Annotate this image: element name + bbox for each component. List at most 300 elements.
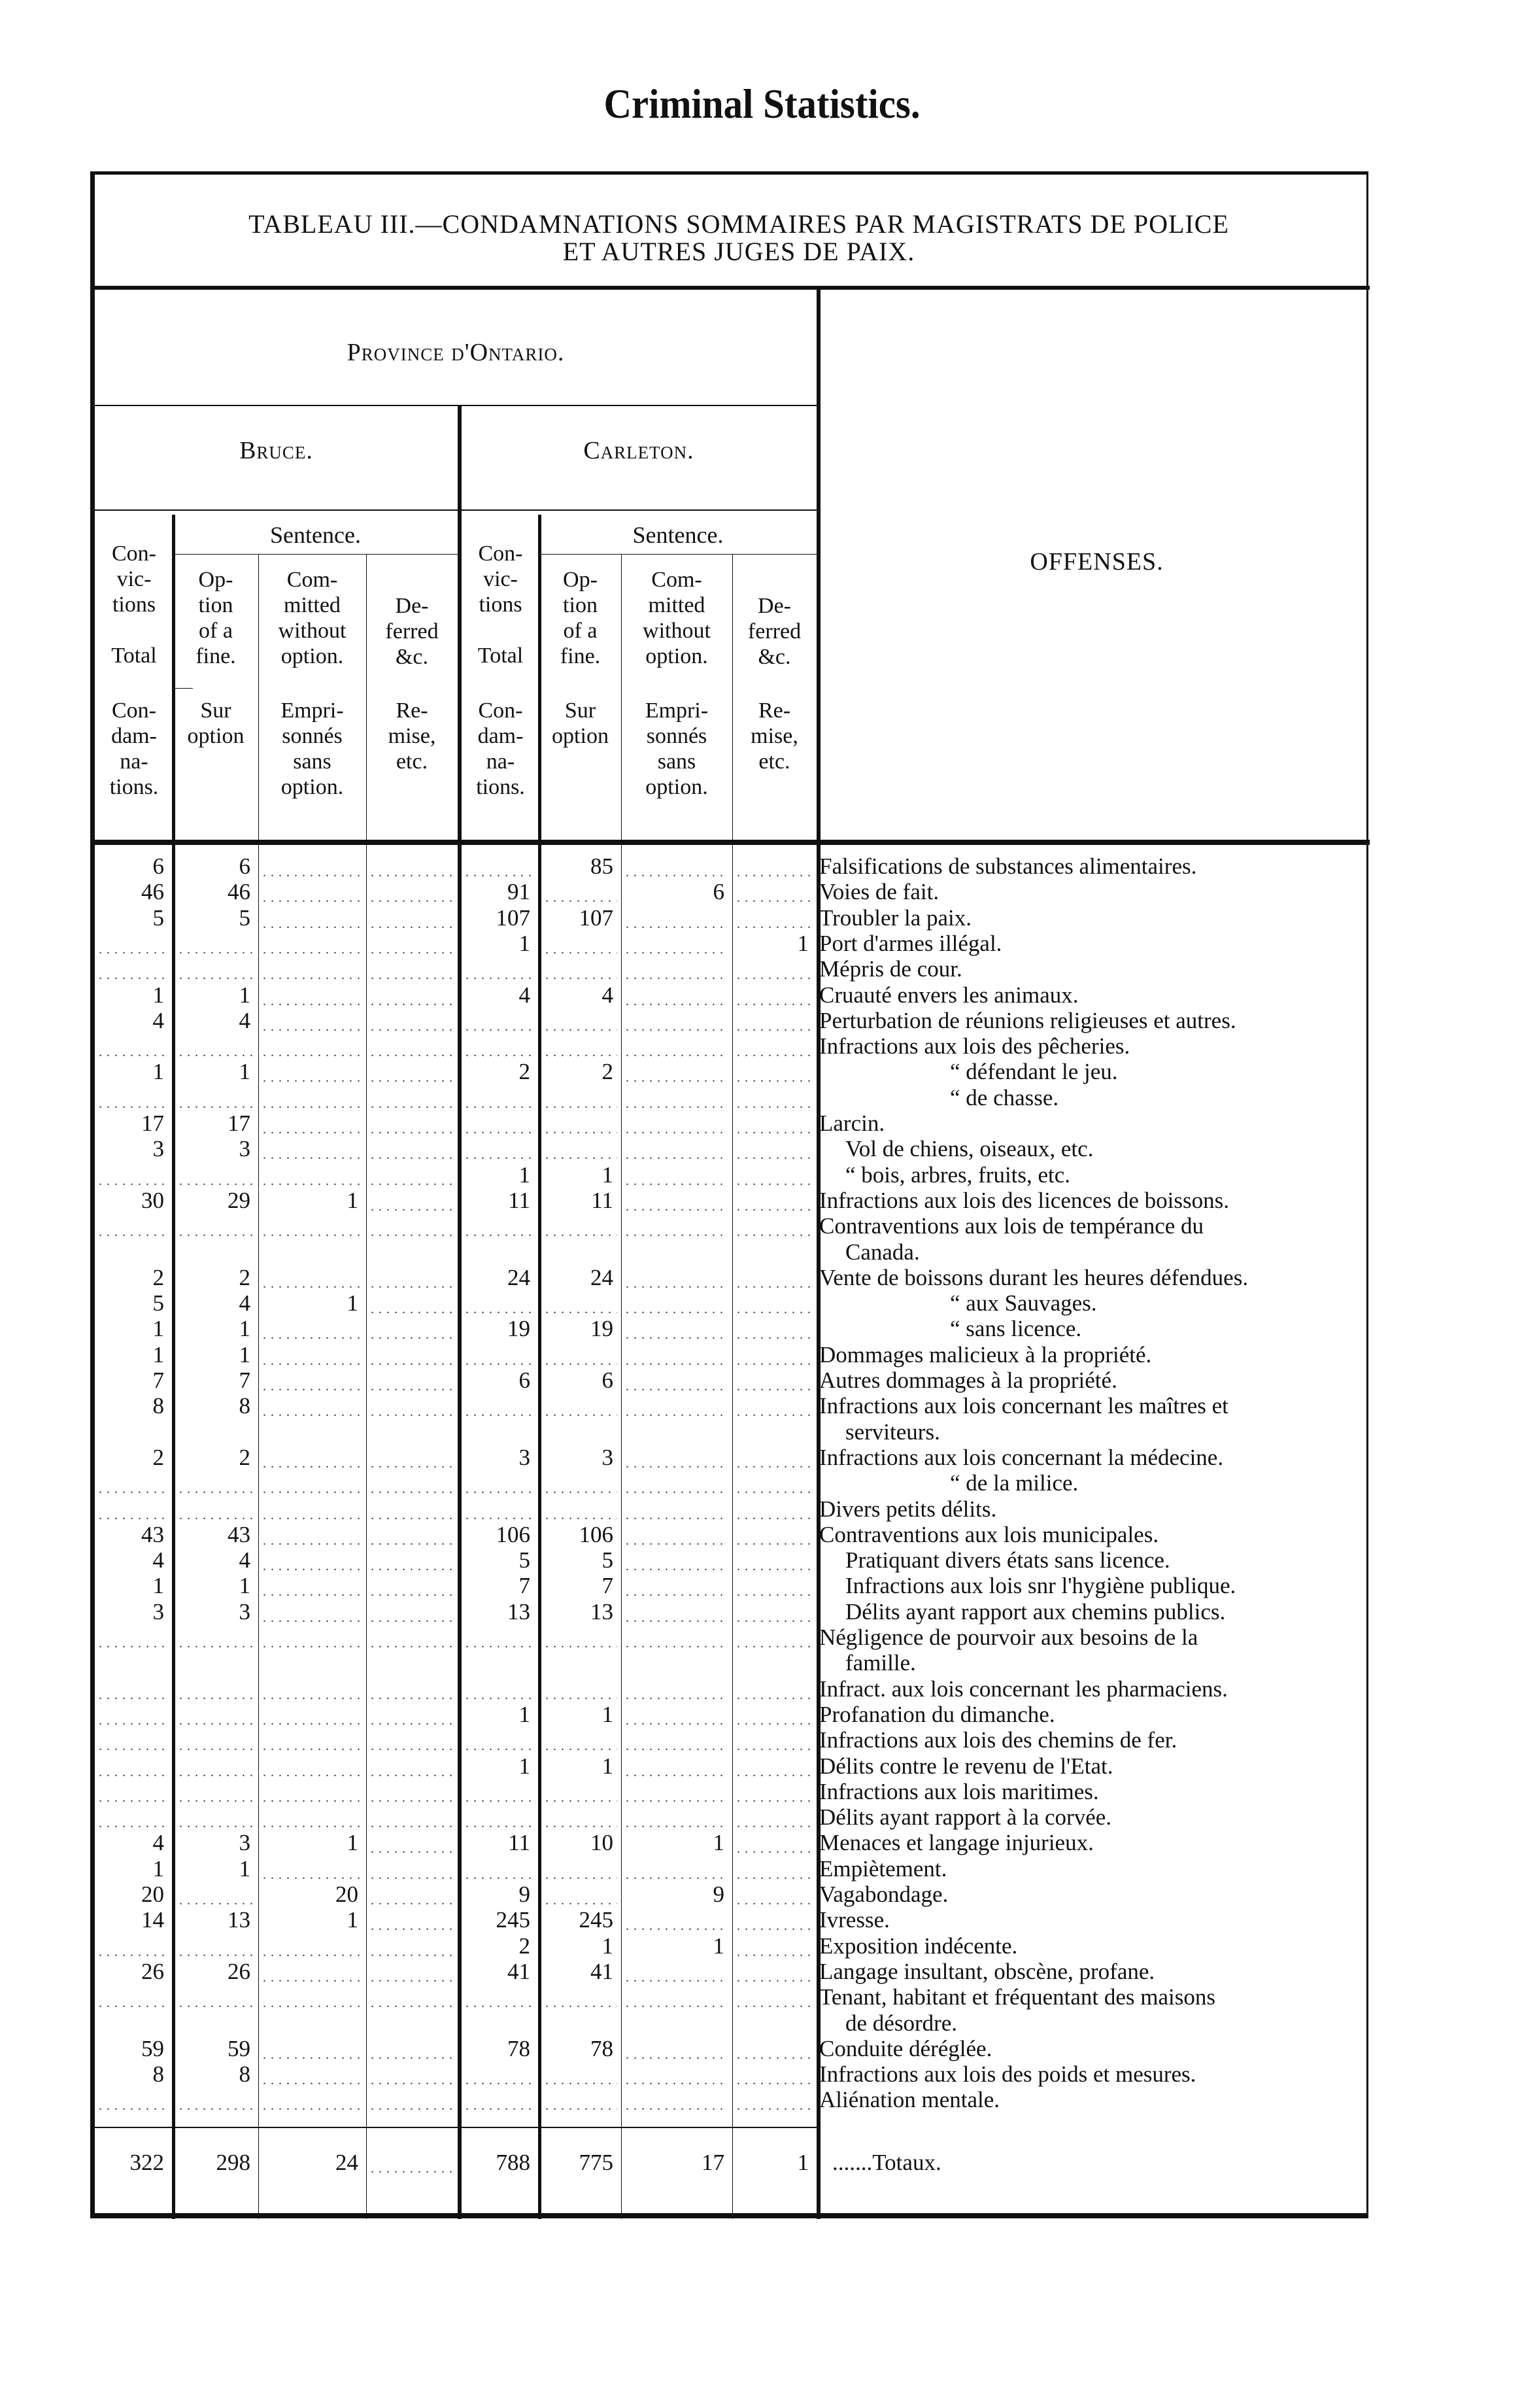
bruce-option-cell: 3: [239, 1136, 250, 1162]
bruce-convictions-cell: 5: [152, 904, 164, 931]
carleton-convictions-cell: [462, 2061, 538, 2088]
carleton-deferred-cell: [733, 2087, 817, 2113]
carleton-deferred-cell: [733, 1522, 817, 1548]
carleton-option-cell: 19: [590, 1316, 613, 1342]
bruce-option-cell: [175, 1162, 258, 1188]
carleton-convictions-cell: [462, 1470, 538, 1496]
carleton-committed-cell: [622, 1573, 732, 1599]
carleton-committed-cell: [622, 2061, 732, 2088]
offense-label: Ivresse.: [819, 1907, 890, 1933]
bruce-deferred-cell: [367, 1984, 458, 2010]
carleton-convictions-cell: [462, 1856, 538, 1882]
table-row: [95, 2087, 1373, 2113]
carleton-committed-cell: [622, 1522, 732, 1548]
carleton-option-cell: [541, 1882, 621, 1908]
offense-label: Négligence de pourvoir aux besoins de la: [819, 1625, 1198, 1650]
bruce-committed-cell: [259, 1702, 366, 1728]
bruce-option-cell: [175, 1753, 258, 1780]
bruce-option-header-fr: Sur option: [187, 698, 245, 748]
carleton-option-cell: [541, 1393, 621, 1419]
carleton-option-cell: 1: [601, 1753, 613, 1779]
carleton-option-cell: 106: [579, 1521, 613, 1547]
offense-label: Infractions aux lois concernant la médecine.: [819, 1444, 1224, 1470]
page-title: Criminal Statistics.: [603, 80, 921, 127]
bruce-committed-cell: [259, 1136, 366, 1162]
table-row: [95, 1547, 1373, 1574]
carleton-option-cell: [541, 1290, 621, 1316]
bruce-option-cell: 59: [228, 2035, 250, 2061]
carleton-deferred-cell: [733, 1676, 817, 1702]
carleton-deferred-cell: [733, 1959, 817, 1985]
carleton-option-cell: [541, 1856, 621, 1882]
bruce-committed-cell: [259, 1316, 366, 1342]
table-row: [95, 931, 1373, 957]
bruce-option-cell: 5: [239, 904, 250, 931]
carleton-deferred-cell: [733, 1033, 817, 1059]
carleton-committed-cell: [622, 956, 732, 982]
offense-label: Larcin.: [819, 1110, 885, 1136]
offense-label: Voies de fait.: [819, 879, 940, 905]
carleton-option-cell: [541, 1342, 621, 1368]
carleton-committed-cell: [622, 853, 732, 880]
offense-label: Infractions aux lois des licences de boissons.: [819, 1187, 1229, 1213]
county-rule: [95, 509, 817, 511]
carleton-deferred-cell: [733, 1316, 817, 1342]
offense-label: Dommages malicieux à la propriété.: [819, 1341, 1152, 1367]
bruce-convictions-cell: [95, 1162, 172, 1188]
carleton-deferred-cell: [733, 1470, 817, 1496]
table-row: [95, 1727, 1373, 1753]
carleton-convictions-cell: 107: [496, 904, 530, 931]
carleton-convictions-cell: 41: [507, 1958, 530, 1984]
carleton-convictions-cell: [462, 1110, 538, 1137]
carleton-committed-cell: [622, 2036, 732, 2062]
bruce-committed-cell: [259, 1085, 366, 1111]
table-row: [95, 1239, 1373, 1265]
bruce-deferred-cell: [367, 1702, 458, 1728]
carleton-committed-cell: [622, 1804, 732, 1831]
bruce-option-cell: 3: [239, 1598, 250, 1625]
carleton-option-cell: [541, 1008, 621, 1034]
bruce-deferred-cell: [367, 1727, 458, 1753]
bruce-convictions-cell: 17: [141, 1110, 164, 1136]
table-row: [95, 956, 1373, 982]
dash: [173, 688, 193, 689]
carleton-deferred-cell: [733, 1727, 817, 1753]
table-row: [95, 1213, 1373, 1239]
carleton-option-header-fr: Sur option: [552, 698, 609, 748]
bruce-convictions-cell: 43: [141, 1521, 164, 1547]
bruce-deferred-cell: [367, 1856, 458, 1882]
carleton-convictions-cell: 19: [507, 1316, 530, 1342]
bruce-committed-cell: [259, 931, 366, 957]
bruce-committed-cell: [259, 1265, 366, 1291]
carleton-convictions-cell: [462, 1033, 538, 1059]
carleton-option-cell: [541, 1033, 621, 1059]
table-row: [95, 1342, 1373, 1368]
table-row: [95, 2010, 1373, 2037]
bruce-option-cell: 8: [239, 2061, 250, 2088]
bruce-deferred-cell: [367, 1188, 458, 1214]
bruce-convictions-cell: [95, 1085, 172, 1111]
totals-carleton-deferred: 1: [797, 2150, 809, 2175]
offense-label: Vol de chiens, oiseaux, etc.: [845, 1136, 1094, 1162]
carleton-committed-cell: [622, 1008, 732, 1034]
carleton-committed-cell: [622, 905, 732, 931]
bruce-committed-cell: [259, 1033, 366, 1059]
bruce-committed-cell: [259, 879, 366, 905]
offense-label: Délits ayant rapport à la corvée.: [819, 1804, 1112, 1831]
carleton-option-cell: 6: [601, 1367, 613, 1393]
carleton-convictions-cell: 6: [518, 1367, 530, 1393]
carleton-committed-cell: [622, 1316, 732, 1342]
carleton-option-cell: [541, 1085, 621, 1111]
table-row: [95, 1702, 1373, 1728]
bruce-committed-cell: 1: [347, 1830, 358, 1856]
offense-label: Divers petits délits.: [819, 1496, 997, 1522]
totals-row: [95, 2150, 1373, 2176]
carleton-committed-cell: [622, 1110, 732, 1137]
carleton-convictions-cell: [462, 1342, 538, 1368]
carleton-committed-cell: [622, 1753, 732, 1780]
carleton-convictions-cell: [462, 956, 538, 982]
carleton-deferred-cell: [733, 1445, 817, 1471]
carleton-option-cell: [541, 1213, 621, 1239]
bruce-deferred-cell: [367, 982, 458, 1008]
carleton-committed-cell: [622, 1547, 732, 1574]
carleton-convictions-cell: [462, 1213, 538, 1239]
bruce-deferred-cell: [367, 1213, 458, 1239]
carleton-committed-cell: [622, 1984, 732, 2010]
bruce-convictions-cell: [95, 1702, 172, 1728]
carleton-convictions-cell: 5: [518, 1547, 530, 1574]
carleton-deferred-cell: [733, 1599, 817, 1625]
carleton-option-cell: 1: [601, 1161, 613, 1188]
table-row: [95, 1188, 1373, 1214]
bruce-deferred-cell: [367, 956, 458, 982]
table-heading: [108, 211, 1370, 266]
bruce-committed-cell: [259, 1110, 366, 1137]
bruce-committed-cell: [259, 2036, 366, 2062]
bruce-committed-cell: [259, 1008, 366, 1034]
bruce-committed-cell: 1: [347, 1187, 358, 1213]
totals-carleton-convictions: 788: [496, 2150, 530, 2175]
carleton-option-cell: [541, 1779, 621, 1805]
carleton-convictions-cell: [462, 1779, 538, 1805]
carleton-deferred-cell: [733, 982, 817, 1008]
bruce-deferred-cell: [367, 1804, 458, 1831]
bruce-option-cell: [175, 1727, 258, 1753]
carleton-option-cell: 13: [590, 1598, 613, 1625]
carleton-deferred-cell: [733, 1085, 817, 1111]
bruce-convictions-cell: 4: [152, 1547, 164, 1574]
bruce-convictions-cell: [95, 956, 172, 982]
table-row: [95, 1599, 1373, 1625]
totals-carleton-option: 775: [579, 2150, 613, 2175]
bruce-committed-cell: [259, 1727, 366, 1753]
bruce-option-cell: [175, 1984, 258, 2010]
bruce-option-cell: 6: [239, 853, 250, 879]
bruce-convictions-cell: [95, 1625, 172, 1651]
bruce-convictions-cell: [95, 931, 172, 957]
carleton-deferred-cell: [733, 1984, 817, 2010]
bruce-option-cell: [175, 1085, 258, 1111]
table-row: [95, 1162, 1373, 1188]
carleton-committed-cell: [622, 1136, 732, 1162]
carleton-deferred-cell: [733, 1496, 817, 1522]
carleton-committed-cell: 1: [713, 1933, 724, 1959]
carleton-committed-cell: [622, 1470, 732, 1496]
bruce-committed-cell: [259, 1599, 366, 1625]
bruce-option-cell: 4: [239, 1007, 250, 1033]
offense-label: Pratiquant divers états sans licence.: [845, 1547, 1170, 1574]
table-row: [95, 1933, 1373, 1959]
bruce-option-cell: 8: [239, 1393, 250, 1419]
carleton-option-cell: [541, 879, 621, 905]
totals-bruce-committed: 24: [335, 2150, 358, 2175]
bruce-option-cell: [175, 931, 258, 957]
bruce-convictions-cell: 26: [141, 1958, 164, 1984]
bruce-committed-cell: [259, 1522, 366, 1548]
offense-label: Autres dommages à la propriété.: [819, 1367, 1117, 1393]
carleton-option-cell: [541, 956, 621, 982]
bruce-committed-cell: [259, 1753, 366, 1780]
bruce-committed-cell: [259, 1959, 366, 1985]
offense-label: Port d'armes illégal.: [819, 930, 1002, 956]
carleton-committed-cell: [622, 1856, 732, 1882]
table-row: [95, 1522, 1373, 1548]
bruce-committed-cell: 1: [347, 1907, 358, 1933]
bruce-convictions-cell: 14: [141, 1907, 164, 1933]
carleton-deferred-cell: [733, 1830, 817, 1856]
bruce-deferred-cell: [367, 1882, 458, 1908]
offense-label: “ de chasse.: [950, 1084, 1059, 1110]
carleton-convictions-cell: [462, 1008, 538, 1034]
bruce-convictions-cell: [95, 1213, 172, 1239]
bruce-convictions-header: Con- vic- tions Total: [111, 542, 157, 668]
carleton-deferred-cell: [733, 1702, 817, 1728]
bruce-deferred-header: De- ferred &c.: [385, 594, 439, 669]
bruce-option-cell: 17: [228, 1110, 250, 1136]
carleton-deferred-cell: 1: [797, 930, 809, 956]
carleton-deferred-cell: [733, 1059, 817, 1085]
bruce-committed-header-fr: Empri- sonnés sans option.: [280, 698, 344, 799]
totals-bruce-convictions: 322: [129, 2150, 164, 2175]
bruce-deferred-cell: [367, 1393, 458, 1419]
bruce-convictions-cell: 59: [141, 2035, 164, 2061]
bruce-committed-cell: [259, 1779, 366, 1805]
carleton-option-cell: 4: [601, 982, 613, 1008]
bruce-convictions-cell: [95, 1496, 172, 1522]
carleton-convictions-cell: 91: [507, 879, 530, 905]
carleton-convictions-cell: [462, 1984, 538, 2010]
offense-label: Aliénation mentale.: [819, 2087, 1000, 2113]
bruce-committed-cell: [259, 956, 366, 982]
bruce-option-cell: [175, 956, 258, 982]
bruce-convictions-cell: 3: [152, 1136, 164, 1162]
bruce-committed-cell: [259, 853, 366, 880]
bruce-option-cell: [175, 1933, 258, 1959]
carleton-deferred-cell: [733, 1393, 817, 1419]
offense-label: Infractions aux lois des chemins de fer.: [819, 1727, 1177, 1753]
bruce-option-header: Op- tion of a fine.: [195, 568, 236, 668]
carleton-option-cell: 10: [590, 1830, 613, 1856]
carleton-committed-cell: [622, 1059, 732, 1085]
bruce-convictions-cell: 2: [152, 1444, 164, 1470]
offense-label: “ sans licence.: [950, 1316, 1082, 1342]
table-row: [95, 1085, 1373, 1111]
carleton-option-cell: [541, 1470, 621, 1496]
header-bottom-rule: [95, 840, 1370, 845]
table-row: [95, 1033, 1373, 1059]
carleton-convictions-cell: 1: [518, 1701, 530, 1727]
bruce-committed-header: Com- mitted without option.: [278, 568, 347, 668]
table-row: [95, 1136, 1373, 1162]
bruce-deferred-cell: [367, 1290, 458, 1316]
bruce-deferred-cell: [367, 1522, 458, 1548]
offense-label: Canada.: [845, 1239, 920, 1265]
carleton-convictions-cell: 13: [507, 1598, 530, 1625]
bruce-sentence-label: Sentence.: [270, 522, 361, 548]
heading-rule: [95, 286, 1370, 290]
statistics-table: [90, 171, 1368, 2218]
carleton-option-cell: [541, 1984, 621, 2010]
offense-label: Délits ayant rapport aux chemins publics.: [845, 1598, 1226, 1625]
bruce-deferred-cell: [367, 1779, 458, 1805]
offense-label: “ défendant le jeu.: [950, 1059, 1118, 1085]
bruce-deferred-cell: [367, 1162, 458, 1188]
bruce-deferred-header-fr: Re- mise, etc.: [388, 698, 436, 774]
table-row: [95, 982, 1373, 1008]
bruce-committed-cell: 20: [335, 1882, 358, 1907]
bruce-committed-cell: [259, 1933, 366, 1959]
bruce-deferred-cell: [367, 1470, 458, 1496]
carleton-committed-cell: [622, 1779, 732, 1805]
carleton-option-cell: 107: [579, 904, 613, 931]
carleton-committed-cell: [622, 1959, 732, 1985]
carleton-deferred-cell: [733, 956, 817, 982]
carleton-option-cell: 2: [601, 1059, 613, 1085]
carleton-convictions-cell: 106: [496, 1521, 530, 1547]
bruce-deferred-cell: [367, 2061, 458, 2088]
bruce-option-cell: 1: [239, 1341, 250, 1367]
carleton-option-cell: 3: [601, 1444, 613, 1470]
bruce-deferred-cell: [367, 1907, 458, 1933]
bruce-option-cell: [175, 2087, 258, 2113]
table-row: [95, 1008, 1373, 1034]
bruce-convictions-cell: [95, 2087, 172, 2113]
carleton-deferred-cell: [733, 905, 817, 931]
carleton-committed-cell: [622, 1676, 732, 1702]
bruce-convictions-cell: 7: [152, 1367, 164, 1393]
table-row: [95, 1393, 1373, 1419]
bruce-deferred-cell: [367, 1265, 458, 1291]
bruce-deferred-cell: [367, 1136, 458, 1162]
offense-label: Infract. aux lois concernant les pharmaciens.: [819, 1676, 1228, 1702]
carleton-committed-cell: [622, 1290, 732, 1316]
bruce-convictions-cell: [95, 1984, 172, 2010]
bruce-convictions-cell: 2: [152, 1264, 164, 1290]
table-row: [95, 1907, 1373, 1933]
bruce-committed-cell: [259, 1059, 366, 1085]
offense-label: Menaces et langage injurieux.: [819, 1830, 1094, 1856]
carleton-convictions-cell: [462, 1676, 538, 1702]
bruce-committed-cell: [259, 1676, 366, 1702]
offense-label: Conduite déréglée.: [819, 2035, 992, 2061]
table-row: [95, 1984, 1373, 2010]
carleton-option-cell: [541, 931, 621, 957]
bruce-committed-cell: [259, 1984, 366, 2010]
carleton-deferred-header-fr: Re- mise, etc.: [751, 698, 798, 774]
carleton-committed-cell: [622, 1727, 732, 1753]
carleton-deferred-cell: [733, 1188, 817, 1214]
bruce-convictions-cell: 1: [152, 1341, 164, 1367]
carleton-option-cell: [541, 1110, 621, 1137]
carleton-option-cell: 7: [601, 1573, 613, 1599]
offense-label: de désordre.: [845, 2010, 958, 2036]
carleton-deferred-cell: [733, 879, 817, 905]
carleton-deferred-cell: [733, 2036, 817, 2062]
carleton-convictions-cell: [462, 1727, 538, 1753]
offense-label: Contraventions aux lois municipales.: [819, 1521, 1159, 1547]
carleton-option-cell: 85: [590, 853, 613, 879]
carleton-deferred-cell: [733, 1547, 817, 1574]
carleton-convictions-cell: [462, 1290, 538, 1316]
bruce-convictions-cell: [95, 1804, 172, 1831]
bruce-convictions-cell: 5: [152, 1290, 164, 1316]
bruce-convictions-header-fr: Con- dam- na- tions.: [109, 698, 159, 799]
bruce-deferred-cell: [367, 1933, 458, 1959]
carleton-option-cell: [541, 1676, 621, 1702]
carleton-option-cell: 1: [601, 1933, 613, 1959]
carleton-convictions-cell: 7: [518, 1573, 530, 1599]
table-row: [95, 1625, 1373, 1651]
bruce-committed-cell: [259, 1445, 366, 1471]
carleton-convictions-cell: [462, 1393, 538, 1419]
carleton-option-cell: [541, 1496, 621, 1522]
bruce-convictions-cell: 8: [152, 1393, 164, 1419]
bruce-convictions-cell: 20: [141, 1882, 164, 1907]
carleton-convictions-header-fr: Con- dam- na- tions.: [476, 698, 525, 799]
carleton-option-cell: 1: [601, 1701, 613, 1727]
bruce-deferred-cell: [367, 2036, 458, 2062]
table-row: [95, 1830, 1373, 1856]
bruce-convictions-cell: [95, 1676, 172, 1702]
bruce-deferred-cell: [367, 1085, 458, 1111]
totals-bruce-deferred: [367, 2150, 458, 2176]
bruce-option-cell: [175, 1213, 258, 1239]
bruce-convictions-cell: 1: [152, 982, 164, 1008]
bruce-option-cell: [175, 1676, 258, 1702]
offense-label: Falsifications de substances alimentaires.: [819, 853, 1197, 879]
bruce-option-cell: 1: [239, 1573, 250, 1599]
carleton-committed-cell: 9: [713, 1882, 724, 1907]
bruce-convictions-cell: 6: [152, 853, 164, 879]
table-row: [95, 1779, 1373, 1805]
carleton-deferred-cell: [733, 1290, 817, 1316]
offense-label: Profanation du dimanche.: [819, 1701, 1055, 1727]
carleton-committed-cell: [622, 1702, 732, 1728]
bruce-deferred-cell: [367, 879, 458, 905]
carleton-committed-cell: [622, 1033, 732, 1059]
offense-label: Mépris de cour.: [819, 956, 962, 982]
carleton-deferred-cell: [733, 1342, 817, 1368]
carleton-deferred-cell: [733, 1162, 817, 1188]
carleton-convictions-cell: 245: [496, 1907, 530, 1933]
bruce-option-cell: [175, 1496, 258, 1522]
offense-label: famille.: [845, 1650, 916, 1676]
table-row: [95, 2061, 1373, 2088]
